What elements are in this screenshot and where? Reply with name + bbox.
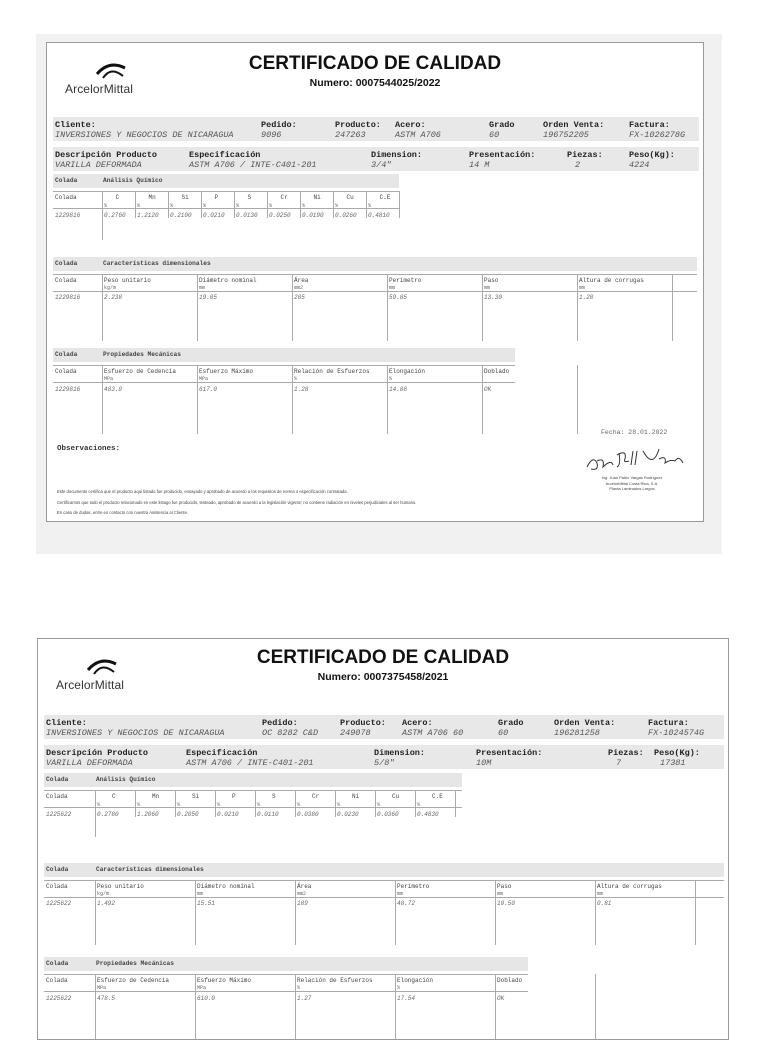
colada-value: 1225622 (46, 995, 72, 1002)
colada-header: Colada (46, 960, 69, 967)
grid-line (366, 191, 367, 218)
presentacion-label: Presentación: (476, 748, 543, 758)
peso-unitario-unit: kg/m (104, 285, 117, 291)
element-cr-label: Cr (280, 194, 288, 201)
peso-label: Peso(Kg): (629, 150, 675, 160)
unit-label: % (104, 203, 108, 209)
grid-line (168, 191, 169, 218)
area-unit: mm2 (297, 891, 307, 897)
caracteristicas-dimensionales-title: Características dimensionales (103, 260, 211, 267)
analisis-quimico-section (53, 174, 399, 240)
colada-column-label: Colada (46, 883, 68, 890)
grid-line (53, 274, 697, 275)
footer-line-1: Este documento certifica que el producto aquí listado fue producido, ensayado y aprobado de acuerdo a los requisitos de norma o especificación contratada. (57, 489, 348, 494)
propiedades-mecanicas-section (44, 957, 528, 1039)
unit-label: % (377, 802, 381, 808)
doblado-label: Doblado (484, 368, 510, 375)
especificacion-value: ASTM A706 / INTE-C401-201 (189, 160, 317, 170)
paso-unit: mm (484, 285, 491, 291)
grid-line (95, 790, 96, 837)
area-value: 285 (294, 294, 305, 301)
grado-value: 60 (489, 130, 500, 140)
element-ni-value: 0.0230 (337, 811, 359, 818)
especificacion-label: Especificación (186, 748, 258, 758)
colada-header: Colada (55, 351, 78, 358)
unit-label: % (269, 203, 273, 209)
paso-unit: mm (497, 891, 504, 897)
diametro-nominal-label: Diámetro nominal (197, 883, 255, 890)
element-cu-value: 0.0360 (377, 811, 399, 818)
header-row-2 (53, 147, 699, 171)
header-row-1 (44, 715, 724, 739)
esfuerzo-maximo-label: Esfuerzo Máximo (199, 368, 254, 375)
element-cu-label: Cu (392, 793, 400, 800)
element-ni-label: Ni (352, 793, 360, 800)
analisis-quimico-title: Análisis Químico (96, 776, 156, 783)
grid-line (295, 790, 296, 817)
grid-line (44, 974, 528, 975)
caracteristicas-dimensionales-header (44, 863, 724, 877)
elongacion-unit: % (397, 985, 401, 991)
diametro-nominal-label: Diámetro nominal (199, 277, 257, 284)
perimetro-unit: mm (397, 891, 404, 897)
element-si-value: 0.2050 (177, 811, 199, 818)
fecha: Fecha: 28.01.2022 (601, 429, 668, 436)
esfuerzo-de-cedencia-label: Esfuerzo de Cedencia (104, 368, 177, 375)
piezas-label: Piezas: (608, 748, 644, 758)
signer-plant: Planta Laminados Largos (609, 486, 655, 491)
altura-de-corrugas-unit: mm (579, 285, 586, 291)
elongacion-label: Elongación (397, 977, 434, 984)
unit-label: % (137, 203, 141, 209)
grid-line (135, 790, 136, 817)
unit-label: % (170, 203, 174, 209)
grid-line (595, 880, 596, 945)
colada-header: Colada (46, 776, 69, 783)
signer-name: Ing. Juan Pablo Vargas Rodríguez (601, 475, 663, 480)
perimetro-label: Perímetro (389, 277, 422, 284)
grid-line (300, 191, 301, 218)
presentacion-value: 14 M (469, 160, 490, 170)
element-mn-value: 1.2120 (137, 212, 159, 219)
esfuerzo-de-cedencia-value: 483.0 (104, 386, 123, 393)
element-si-label: Si (192, 793, 200, 800)
peso-label: Peso(Kg): (654, 748, 700, 758)
propiedades-mecanicas-header (44, 957, 528, 971)
header-row-2 (44, 745, 724, 769)
especificacion-label: Especificación (189, 150, 261, 160)
element-p-label: P (214, 194, 219, 201)
esfuerzo-de-cedencia-unit: MPa (104, 376, 114, 382)
grid-line (53, 382, 515, 383)
unit-label: % (257, 802, 261, 808)
doblado-label: Doblado (497, 977, 523, 984)
area-unit: mm2 (294, 285, 304, 291)
element-p-label: P (232, 793, 236, 800)
grid-line (375, 790, 376, 817)
grid-line (201, 191, 202, 218)
relacion-de-esfuerzos-label: Relación de Esfuerzos (294, 368, 370, 375)
element-ce-value: 0.4810 (368, 212, 390, 219)
esfuerzo-de-cedencia-label: Esfuerzo de Cedencia (97, 977, 170, 984)
esfuerzo-de-cedencia-unit: MPa (97, 985, 107, 991)
grado-value: 60 (498, 728, 509, 738)
colada-column-label: Colada (55, 277, 77, 284)
grid-line (395, 880, 396, 945)
grid-line (195, 974, 196, 1039)
grid-line (415, 790, 416, 817)
descripcion-value: VARILLA DEFORMADA (55, 160, 142, 170)
diametro-nominal-value: 19.05 (199, 294, 218, 301)
grid-line (44, 991, 528, 992)
producto-value: 247263 (335, 130, 366, 140)
grid-line (95, 880, 96, 945)
area-label: Área (294, 277, 309, 284)
grid-line (197, 365, 198, 434)
factura-label: Factura: (629, 120, 670, 130)
cliente-label: Cliente: (55, 120, 96, 130)
grid-line (175, 790, 176, 817)
logo-text: ArcelorMittal (56, 678, 124, 692)
analisis-quimico-section (44, 773, 462, 837)
grid-line (234, 191, 235, 218)
paso-value: 10.50 (497, 900, 516, 907)
descripcion-label: Descripción Producto (55, 150, 158, 160)
analisis-quimico-title: Análisis Químico (103, 177, 163, 184)
grid-line (102, 365, 103, 434)
grid-line (195, 880, 196, 945)
esfuerzo-de-cedencia-value: 478.5 (97, 995, 116, 1002)
certificate-1 (46, 42, 704, 522)
descripcion-label: Descripción Producto (46, 748, 149, 758)
elongacion-value: 17.54 (397, 995, 416, 1002)
orden-venta-value: 196281258 (554, 728, 600, 738)
grid-line (595, 974, 596, 1039)
orden-venta-label: Orden Venta: (554, 718, 616, 728)
signer-company: ArcelorMittal Costa Rica, S.A. (605, 480, 659, 486)
relacion-de-esfuerzos-value: 1.27 (297, 995, 312, 1002)
grid-line (135, 191, 136, 218)
element-s-label: S (272, 793, 276, 800)
acero-label: Acero: (395, 120, 426, 130)
unit-label: % (137, 802, 141, 808)
peso-unitario-label: Peso unitario (97, 883, 144, 890)
paso-label: Paso (484, 277, 499, 284)
element-si-value: 0.2100 (170, 212, 192, 219)
grid-line (102, 191, 103, 240)
esfuerzo-maximo-unit: MPa (199, 376, 209, 382)
element-ce-label: C.E (379, 194, 391, 201)
dimension-label: Dimension: (374, 748, 426, 758)
piezas-label: Piezas: (567, 150, 603, 160)
peso-unitario-label: Peso unitario (104, 277, 151, 284)
element-p-value: 0.0210 (203, 212, 225, 219)
signature-image (583, 441, 689, 475)
footer-line-3: En caso de dudas, entre en contacto con nuestra Asistencia al Cliente. (57, 510, 189, 515)
unit-label: % (302, 203, 306, 209)
relacion-de-esfuerzos-unit: % (297, 985, 301, 991)
caracteristicas-dimensionales-title: Características dimensionales (96, 866, 204, 873)
peso-value: 4224 (629, 160, 650, 170)
propiedades-mecanicas-header (53, 348, 515, 362)
pedido-value: OC 8282 C&D (262, 728, 319, 738)
grid-line (387, 274, 388, 341)
colada-value: 1225622 (46, 900, 72, 907)
area-label: Área (297, 883, 312, 890)
dimension-value: 5/8" (374, 758, 395, 768)
grid-line (295, 880, 296, 945)
grid-line (44, 880, 724, 881)
propiedades-mecanicas-title: Propiedades Mecánicas (96, 960, 174, 967)
propiedades-mecanicas-title: Propiedades Mecánicas (103, 351, 181, 358)
perimetro-value: 48.72 (397, 900, 416, 907)
peso-value: 17381 (660, 758, 686, 768)
grid-line (455, 790, 456, 817)
esfuerzo-maximo-label: Esfuerzo Máximo (197, 977, 252, 984)
grid-line (577, 365, 578, 434)
element-cu-value: 0.0260 (335, 212, 357, 219)
grid-line (495, 880, 496, 945)
cliente-label: Cliente: (46, 718, 87, 728)
orden-venta-label: Orden Venta: (543, 120, 605, 130)
grid-line (577, 274, 578, 341)
grid-line (215, 790, 216, 817)
grid-line (333, 191, 334, 218)
diametro-nominal-unit: mm (199, 285, 206, 291)
area-value: 189 (297, 900, 308, 907)
colada-value: 1229816 (55, 294, 81, 301)
peso-unitario-value: 1.492 (97, 900, 116, 907)
grado-label: Grado (489, 120, 515, 130)
colada-column-label: Colada (55, 194, 77, 201)
colada-value: 1229816 (55, 212, 81, 219)
peso-unitario-value: 2.238 (104, 294, 123, 301)
caracteristicas-dimensionales-section (53, 257, 697, 341)
elongacion-unit: % (389, 376, 393, 382)
certificate-2 (37, 638, 729, 1040)
colada-header: Colada (46, 866, 69, 873)
element-ni-value: 0.0190 (302, 212, 324, 219)
cliente-value: INVERSIONES Y NEGOCIOS DE NICARAGUA (55, 130, 234, 140)
descripcion-value: VARILLA DEFORMADA (46, 758, 133, 768)
element-s-value: 0.0110 (257, 811, 279, 818)
colada-column-label: Colada (46, 793, 68, 800)
altura-de-corrugas-value: 1.20 (579, 294, 594, 301)
piezas-value: 2 (575, 160, 581, 170)
grid-line (255, 790, 256, 817)
relacion-de-esfuerzos-value: 1.28 (294, 386, 309, 393)
certificate-number: Numero: 0007375458/2021 (317, 671, 449, 683)
propiedades-mecanicas-section (53, 348, 515, 434)
grid-line (695, 880, 696, 945)
grid-line (387, 365, 388, 434)
dimension-label: Dimension: (371, 150, 423, 160)
element-c-label: C (115, 194, 120, 201)
doblado-value: OK (484, 386, 492, 393)
colada-header: Colada (55, 260, 78, 267)
unit-label: % (297, 802, 301, 808)
esfuerzo-maximo-value: 617.0 (199, 386, 218, 393)
grid-line (292, 365, 293, 434)
dimension-value: 3/4" (371, 160, 392, 170)
producto-label: Producto: (340, 718, 386, 728)
doblado-value: OK (497, 995, 505, 1002)
piezas-value: 7 (616, 758, 622, 768)
element-c-label: C (112, 793, 116, 800)
element-cr-value: 0.0380 (297, 811, 319, 818)
analisis-quimico-header (44, 773, 462, 787)
grid-line (95, 974, 96, 1039)
unit-label: % (337, 802, 341, 808)
pedido-label: Pedido: (262, 718, 298, 728)
footer-line-2: Certificamos que todo el producto relacionado en este listago fue producido, testeado, aprobado de acuerdo a la legislación vigente; no contiene radiación en niveles perjudiciales al ser humano. (57, 500, 417, 505)
perimetro-label: Perímetro (397, 883, 430, 890)
unit-label: % (97, 802, 101, 808)
grid-line (102, 274, 103, 341)
unit-label: % (335, 203, 339, 209)
presentacion-value: 10M (476, 758, 492, 768)
factura-value: FX-1026278G (629, 130, 686, 140)
certificate-title: CERTIFICADO DE CALIDAD (256, 647, 510, 668)
element-mn-label: Mn (148, 194, 156, 201)
altura-de-corrugas-label: Altura de corrugas (579, 277, 644, 284)
factura-value: FX-1024574G (648, 728, 705, 738)
cliente-value: INVERSIONES Y NEGOCIOS DE NICARAGUA (46, 728, 225, 738)
element-mn-label: Mn (152, 793, 160, 800)
paso-label: Paso (497, 883, 512, 890)
grid-line (395, 974, 396, 1039)
grid-line (53, 291, 697, 292)
perimetro-value: 59.85 (389, 294, 408, 301)
element-cu-label: Cu (346, 194, 354, 201)
signer-block (567, 475, 697, 492)
grid-line (53, 191, 399, 192)
colada-value: 1229816 (55, 386, 81, 393)
acero-label: Acero: (402, 718, 433, 728)
esfuerzo-maximo-value: 610.0 (197, 995, 216, 1002)
grid-line (495, 974, 496, 1039)
element-ce-label: C.E (432, 793, 443, 800)
observaciones-label: Observaciones: (57, 445, 121, 453)
pedido-value: 9096 (261, 130, 282, 140)
unit-label: % (368, 203, 372, 209)
unit-label: % (177, 802, 181, 808)
grid-line (295, 974, 296, 1039)
element-c-value: 0.2760 (104, 212, 126, 219)
elongacion-label: Elongación (389, 368, 426, 375)
caracteristicas-dimensionales-section (44, 863, 724, 945)
acero-value: ASTM A706 60 (402, 728, 464, 738)
element-si-label: Si (181, 194, 189, 201)
elongacion-value: 14.88 (389, 386, 408, 393)
analisis-quimico-header (53, 174, 399, 188)
esfuerzo-maximo-unit: MPa (197, 985, 207, 991)
orden-venta-value: 196752205 (543, 130, 589, 140)
element-mn-value: 1.2060 (137, 811, 159, 818)
altura-de-corrugas-unit: mm (597, 891, 604, 897)
especificacion-value: ASTM A706 / INTE-C401-201 (186, 758, 314, 768)
producto-value: 249078 (340, 728, 371, 738)
grid-line (292, 274, 293, 341)
header-row-1 (53, 117, 699, 141)
relacion-de-esfuerzos-unit: % (294, 376, 298, 382)
grid-line (44, 807, 462, 808)
element-ce-value: 0.4830 (417, 811, 439, 818)
unit-label: % (203, 203, 207, 209)
colada-header: Colada (55, 177, 78, 184)
certificate-number: Numero: 0007544025/2022 (309, 77, 441, 89)
grado-label: Grado (498, 718, 524, 728)
grid-line (482, 274, 483, 341)
logo-text: ArcelorMittal (65, 82, 133, 96)
diametro-nominal-value: 15.51 (197, 900, 216, 907)
grid-line (672, 274, 673, 341)
grid-line (53, 365, 515, 366)
presentacion-label: Presentación: (469, 150, 536, 160)
colada-column-label: Colada (55, 368, 77, 375)
relacion-de-esfuerzos-label: Relación de Esfuerzos (297, 977, 373, 984)
unit-label: % (236, 203, 240, 209)
paso-value: 13.30 (484, 294, 503, 301)
producto-label: Producto: (335, 120, 381, 130)
pedido-label: Pedido: (261, 120, 297, 130)
element-s-value: 0.0130 (236, 212, 258, 219)
peso-unitario-unit: kg/m (97, 891, 110, 897)
grid-line (267, 191, 268, 218)
diametro-nominal-unit: mm (197, 891, 204, 897)
grid-line (197, 274, 198, 341)
colada-value: 1225622 (46, 811, 72, 818)
element-ni-label: Ni (313, 194, 321, 201)
caracteristicas-dimensionales-header (53, 257, 697, 271)
acero-value: ASTM A706 (395, 130, 441, 140)
grid-line (399, 191, 400, 218)
element-cr-value: 0.0250 (269, 212, 291, 219)
unit-label: % (217, 802, 221, 808)
element-p-value: 0.0210 (217, 811, 239, 818)
element-s-label: S (247, 194, 252, 201)
perimetro-unit: mm (389, 285, 396, 291)
grid-line (482, 365, 483, 434)
grid-line (44, 790, 462, 791)
element-cr-label: Cr (312, 793, 320, 800)
unit-label: % (417, 802, 421, 808)
certificate-title: CERTIFICADO DE CALIDAD (248, 53, 502, 74)
factura-label: Factura: (648, 718, 689, 728)
element-c-value: 0.2780 (97, 811, 119, 818)
colada-column-label: Colada (46, 977, 68, 984)
grid-line (335, 790, 336, 817)
altura-de-corrugas-value: 0.81 (597, 900, 612, 907)
grid-line (44, 897, 724, 898)
altura-de-corrugas-label: Altura de corrugas (597, 883, 662, 890)
